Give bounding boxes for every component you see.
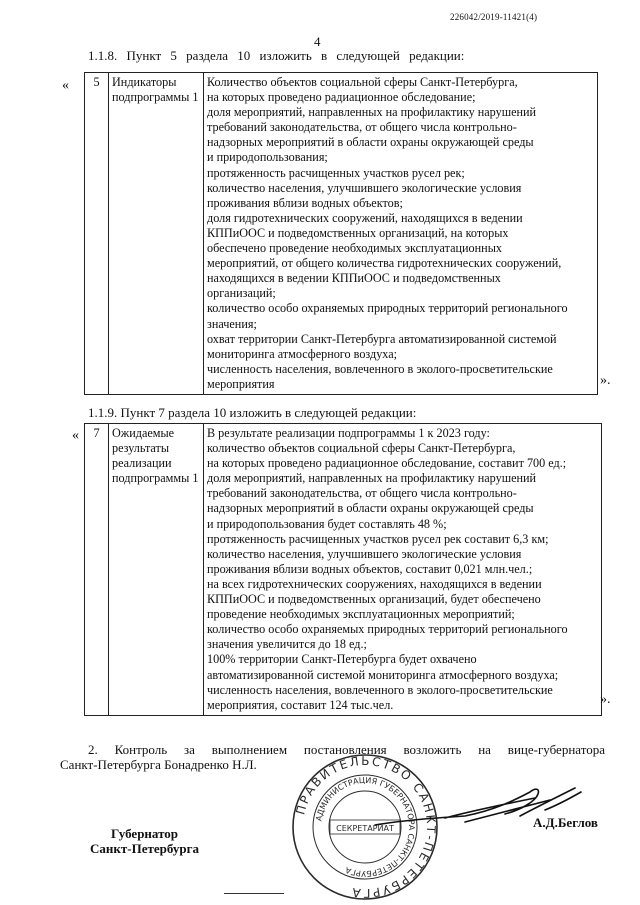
content-line: количество объектов социальной сферы Санкт-Петербурга, [207,441,516,456]
open-quote-1: « [62,78,69,93]
page-number: 4 [314,34,321,49]
row-number-cell: 7 [85,424,109,716]
content-line: количество населения, улучшившего экологические условия [207,180,522,195]
content-line: и природопользования будет составлять 48 %; [207,516,447,531]
content-line: надзорных мероприятий в области охраны окружающей среды [207,501,534,516]
row-content-cell [204,424,602,716]
row-label-cell [109,424,204,716]
item-1-1-9-intro: 1.1.9. Пункт 7 раздела 10 изложить в следующей редакции: [88,405,417,420]
table-row [85,424,602,716]
indicators-table [84,72,598,395]
content-line: на которых проведено радиационное обследование, составит 700 ед.; [207,456,567,471]
content-line: значения увеличится до 18 ед.; [207,637,367,652]
document-number: 226042/2019-11421(4) [450,12,538,22]
content-line: численность населения, вовлеченного в эколого-просветительские [207,682,553,697]
content-line: значения; [207,316,257,331]
content-line: В результате реализации подпрограммы 1 к 2023 году: [207,426,490,440]
control-paragraph-line2: Санкт-Петербурга Бонадренко Н.Л. [60,757,257,772]
content-line: организаций; [207,286,276,301]
svg-text:АДМИНИСТРАЦИЯ ГУБЕРНАТОРА САНК: АДМИНИСТРАЦИЯ ГУБЕРНАТОРА САНКТ-ПЕТЕРБУРГА [314,775,417,879]
row-label-cell [109,73,204,395]
svg-text:ПРАВИТЕЛЬСТВО САНКТ-ПЕТЕРБУРГА: ПРАВИТЕЛЬСТВО САНКТ-ПЕТЕРБУРГА [293,753,439,901]
content-line: требований законодательства, от общего числа контрольно- [207,120,517,135]
governor-name: А.Д.Беглов [533,815,598,830]
content-line: протяженность расчищенных участков русел рек; [207,165,465,180]
content-line: надзорных мероприятий в области охраны окружающей среды [207,135,534,150]
content-line: 100% территории Санкт-Петербурга будет охвачено [207,652,477,667]
label-line: Индикаторы [112,75,177,89]
content-line: мониторинга атмосферного воздуха; [207,346,398,361]
item-1-1-8-intro: 1.1.8. Пункт 5 раздела 10 изложить в следующей редакции: [88,48,465,63]
content-line: мероприятий, от общего количества гидротехнических сооружений, [207,256,562,271]
content-line: на всех гидротехнических сооружениях, находящихся в ведении [207,576,542,591]
governor-title-line2: Санкт-Петербурга [90,841,199,856]
svg-text:СЕКРЕТАРИАТ: СЕКРЕТАРИАТ [336,824,394,833]
content-line: протяженность расчищенных участков русел рек составит 6,3 км; [207,531,549,546]
label-line: реализации [112,456,172,471]
content-line: охват территории Санкт-Петербурга автоматизированной системой [207,331,557,346]
content-line: требований законодательства, от общего числа контрольно- [207,486,517,501]
label-line: Ожидаемые [112,426,175,440]
content-line: доля гидротехнических сооружений, находящихся в ведении [207,210,523,225]
close-quote-1: ». [600,373,611,388]
content-line: количество особо охраняемых природных территорий регионального [207,622,568,637]
content-line: мероприятия [207,376,275,391]
content-line: на которых проведено радиационное обследование; [207,90,476,105]
control-paragraph-line1: 2. Контроль за выполнением постановления возложить на вице-губернатора [88,742,605,757]
content-line: проживания вблизи водных объектов, составит 0,021 млн.чел.; [207,561,533,576]
footer-divider [224,893,284,894]
close-quote-2: ». [600,692,611,707]
open-quote-2: « [72,428,79,443]
content-line: проживания вблизи водных объектов; [207,195,403,210]
content-line: проведение необходимых эксплуатационных мероприятий; [207,607,515,622]
label-line: результаты [112,441,170,456]
content-line: доля мероприятий, направленных на профилактику нарушений [207,471,537,486]
content-line: автоматизированной системой мониторинга атмосферного воздуха; [207,667,559,682]
content-line: количество населения, улучшившего экологические условия [207,546,522,561]
governor-title [90,826,199,856]
content-line: обеспечено проведение необходимых эксплуатационных [207,241,502,256]
content-line: КППиООС и подведомственных организаций, будет обеспечено [207,592,541,607]
content-line: доля мероприятий, направленных на профилактику нарушений [207,105,537,120]
results-table [84,423,602,716]
content-line: находящихся в ведении КППиООС и подведомственных [207,271,501,286]
content-line: численность населения, вовлеченного в эколого-просветительские [207,361,553,376]
governor-title-line1: Губернатор [110,826,179,841]
content-line: Количество объектов социальной сферы Санкт-Петербурга, [207,75,518,89]
row-content-cell [204,73,598,395]
content-line: КППиООС и подведомственных организаций, на которых [207,225,509,240]
content-line: и природопользования; [207,150,328,165]
row-number-cell: 5 [85,73,109,395]
label-line: подпрограммы 1 [112,471,199,486]
content-line: мероприятия, составит 124 тыс.чел. [207,697,394,712]
label-line: подпрограммы 1 [112,90,199,105]
table-row [85,73,598,395]
content-line: количество особо охраняемых природных территорий регионального [207,301,568,316]
